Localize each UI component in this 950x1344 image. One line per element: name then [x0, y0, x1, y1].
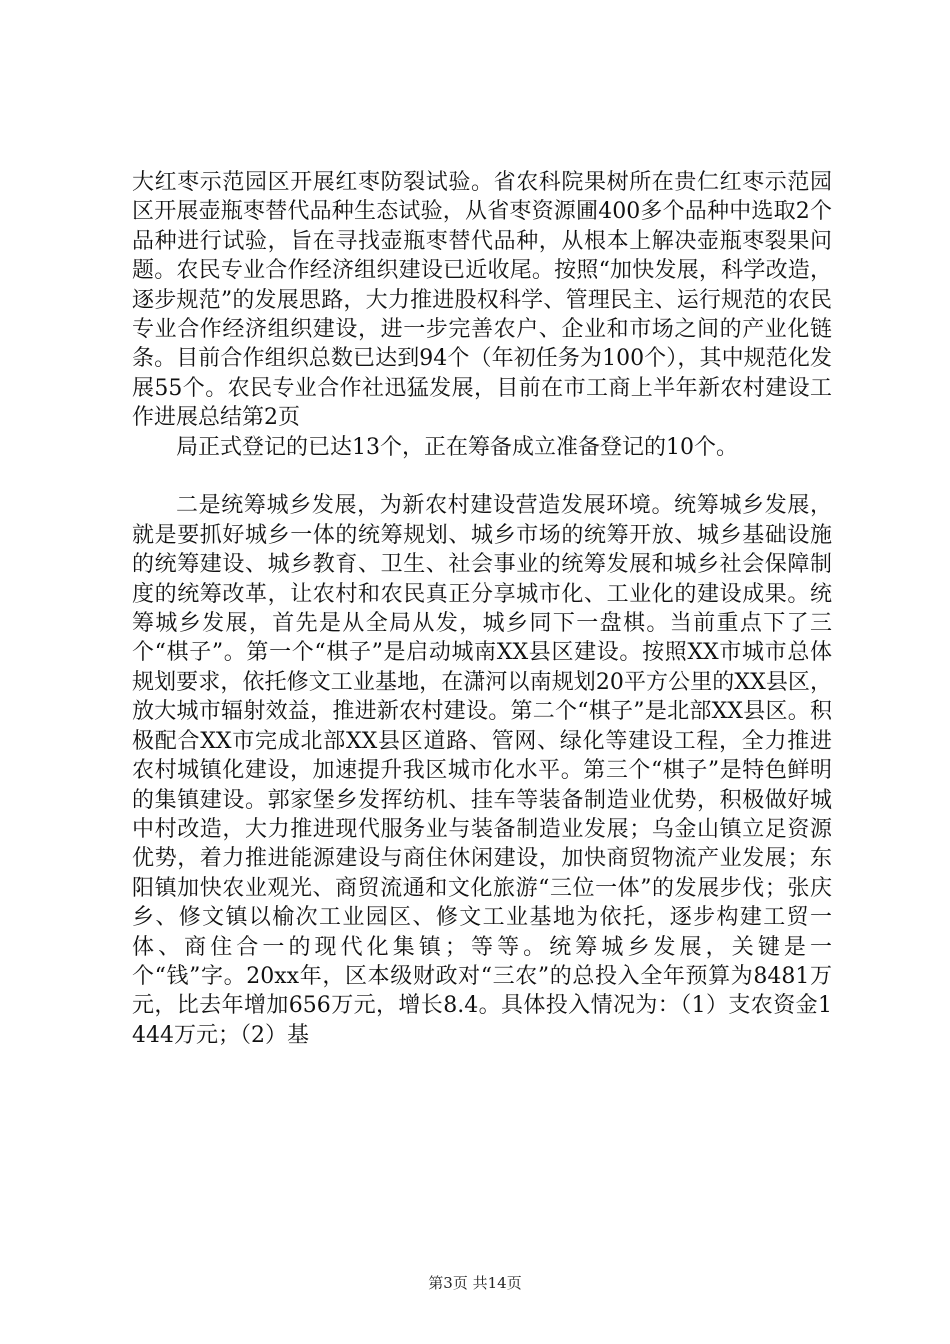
- page-footer: 第3页 共14页: [428, 1274, 522, 1292]
- body-text: [132, 168, 832, 1050]
- paragraph-1: 大红枣示范园区开展红枣防裂试验。省农科院果树所在贵仁红枣示范园区开展壶瓶枣替代品种生态试验，从省枣资源圃400多个品种中选取2个品种进行试验，旨在寻找壶瓶枣替代品种，从根本上解决壶瓶枣裂果问题。农民专业合作经济组织建设已近收尾。按照“加快发展，科学改造，逐步规范”的发展思路，大力推进股权科学、管理民主、运行规范的农民专业合作经济组织建设，进一步完善农户、企业和市场之间的产业化链条。目前合作组织总数已达到94个（年初任务为100个），其中规范化发展55个。农民专业合作社迅猛发展，目前在市工商上半年新农村建设工作进展总结第2页: [132, 170, 832, 431]
- paragraph-2: 局正式登记的已达13个，正在筹备成立准备登记的10个。: [176, 434, 738, 460]
- paragraph-spacer: [132, 462, 832, 491]
- paragraph-3: 二是统筹城乡发展，为新农村建设营造发展环境。统筹城乡发展，就是要抓好城乡一体的统筹规划、城乡市场的统筹开放、城乡基础设施的统筹建设、城乡教育、卫生、社会事业的统筹发展和城乡社会保障制度的统筹改革，让农村和农民真正分享城市化、工业化的建设成果。统筹城乡发展，首先是从全局从发，城乡同下一盘棋。当前重点下了三个“棋子”。第一个“棋子”是启动城南XX县区建设。按照XX市城市总体规划要求，依托修文工业基地，在潇河以南规划20平方公里的XX县区，放大城市辐射效益，推进新农村建设。第二个“棋子”是北部XX县区。积极配合XX市完成北部XX县区道路、管网、绿化等建设工程，全力推进农村城镇化建设，加速提升我区城市化水平。第三个“棋子”是特色鲜明的集镇建设。郭家堡乡发挥纺机、挂车等装备制造业优势，积极做好城中村改造，大力推进现代服务业与装备制造业发展；乌金山镇立足资源优势，着力推进能源建设与商住休闲建设，加快商贸物流产业发展；东阳镇加快农业观光、商贸流通和文化旅游“三位一体”的发展步伐；张庆乡、修文镇以榆次工业园区、修文工业基地为依托，逐步构建工贸一体、商住合一的现代化集镇；等等。统筹城乡发展，关键是一个“钱”字。20xx年，区本级财政对“三农”的总投入全年预算为8481万元，比去年增加656万元，增长8.4。具体投入情况为：（1）支农资金1444万元；（2）基: [132, 493, 832, 1048]
